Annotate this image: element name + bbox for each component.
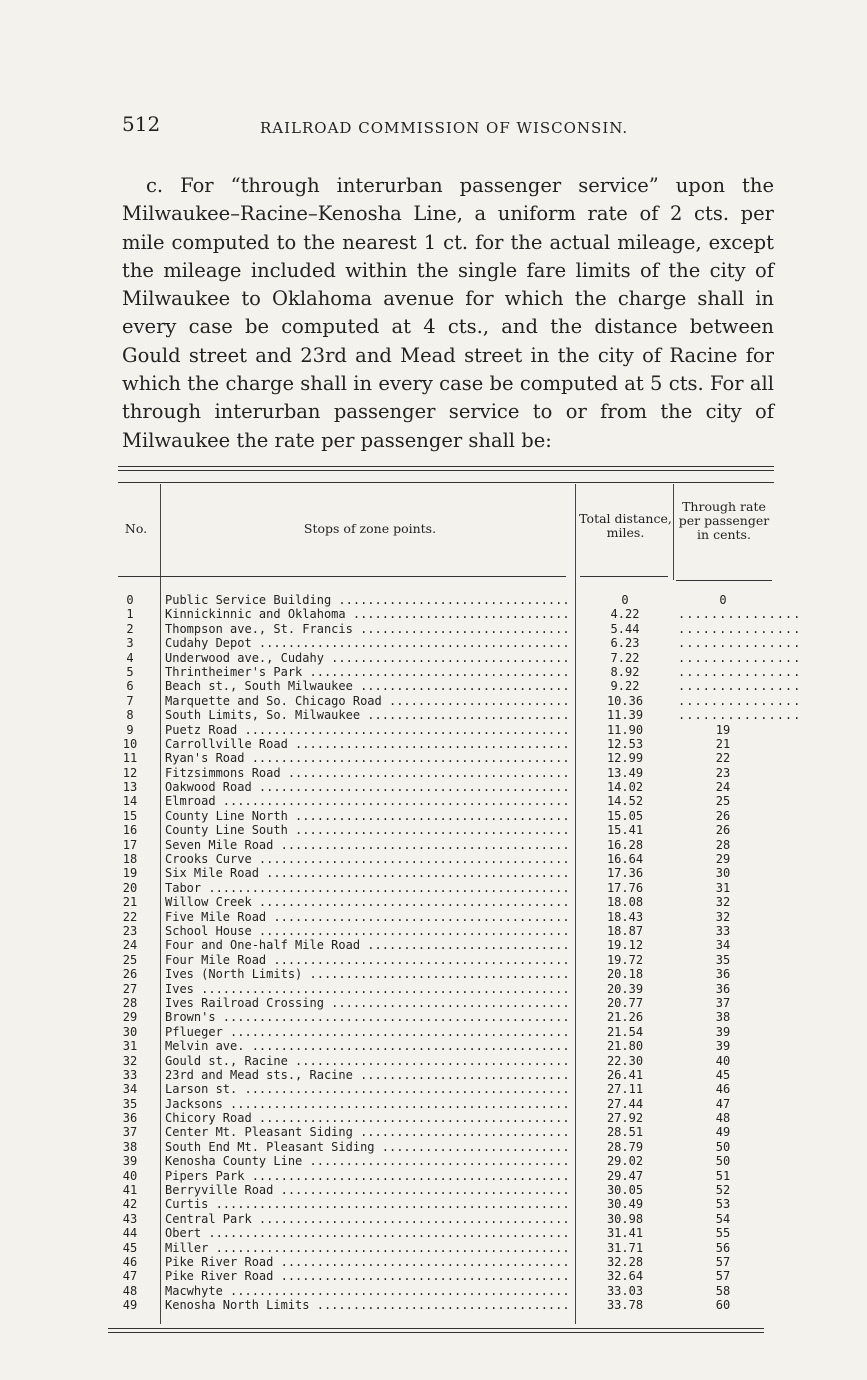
rate-value: 46	[715, 1082, 731, 1097]
row-number: 0	[126, 593, 134, 607]
row-number: 8	[126, 708, 134, 723]
distance-value: 26.41	[606, 1067, 644, 1082]
row-number: 18	[122, 852, 138, 867]
table-row	[110, 1054, 780, 1068]
page-number: 512	[122, 112, 161, 136]
table-row	[110, 1010, 780, 1024]
rate-value: 32	[715, 909, 731, 924]
rate-value: 35	[715, 952, 731, 967]
stop-name: Pipers Park .....	[165, 1169, 570, 1183]
table-row	[110, 1241, 780, 1255]
header-bottom-rule	[676, 580, 772, 581]
stop-name: Beach st., South Milwaukee .....	[165, 679, 570, 693]
stop-name: Pflueger .....	[165, 1025, 570, 1039]
distance-value: 28.79	[606, 1139, 644, 1154]
rate-value: 36	[715, 967, 731, 982]
table-row	[110, 1284, 780, 1298]
rate-value: ...............	[678, 621, 802, 636]
distance-value: 15.05	[606, 808, 644, 823]
row-number: 11	[122, 751, 138, 766]
table-row	[110, 723, 780, 737]
row-number: 36	[122, 1111, 138, 1126]
table-row	[110, 650, 802, 665]
rate-value: ...............	[678, 708, 802, 723]
rate-value: 31	[715, 880, 731, 895]
stop-name: Elmroad .....	[165, 794, 570, 808]
table-top-rule-2	[118, 470, 774, 471]
stop-name: Ives (North Limits) .....	[165, 967, 570, 981]
rate-value: ...............	[678, 664, 802, 679]
table-row	[110, 823, 780, 837]
rate-value: 30	[715, 866, 731, 881]
distance-value: 27.11	[606, 1082, 644, 1097]
table-row	[110, 924, 780, 938]
row-number: 7	[126, 693, 134, 708]
distance-value: 0	[621, 593, 629, 607]
row-number: 38	[122, 1139, 138, 1154]
distance-value: 11.90	[606, 722, 644, 737]
row-number: 26	[122, 967, 138, 982]
table-row	[110, 1226, 780, 1240]
row-number: 43	[122, 1211, 138, 1226]
distance-value: 27.44	[606, 1096, 644, 1111]
row-number: 32	[122, 1053, 138, 1068]
rate-value: 33	[715, 923, 731, 938]
table-row	[110, 910, 780, 924]
rate-value: 29	[715, 852, 731, 867]
table-row	[110, 1025, 780, 1039]
distance-value: 10.36	[606, 693, 644, 708]
distance-value: 17.36	[606, 866, 644, 881]
rate-value: 28	[715, 837, 731, 852]
table-row	[110, 664, 802, 679]
distance-value: 32.28	[606, 1254, 644, 1269]
row-number: 44	[122, 1226, 138, 1241]
distance-value: 14.52	[606, 794, 644, 809]
row-number: 45	[122, 1240, 138, 1255]
distance-value: 29.02	[606, 1154, 644, 1169]
stop-name: Brown's .....	[165, 1010, 570, 1024]
row-number: 9	[126, 722, 134, 737]
rate-value: 49	[715, 1125, 731, 1140]
table-row	[110, 751, 780, 765]
stop-name: Willow Creek .....	[165, 895, 570, 909]
distance-value: 28.51	[606, 1125, 644, 1140]
table-row	[110, 1183, 780, 1197]
rate-value: 24	[715, 780, 731, 795]
stop-name: Five Mile Road .....	[165, 910, 570, 924]
stop-name: Berryville Road .....	[165, 1183, 570, 1197]
distance-value: 18.43	[606, 909, 644, 924]
distance-value: 19.72	[606, 952, 644, 967]
row-number: 37	[122, 1125, 138, 1140]
stop-name: Center Mt. Pleasant Siding .....	[165, 1125, 570, 1139]
row-number: 16	[122, 823, 138, 838]
stop-name: Oakwood Road .....	[165, 780, 570, 794]
rate-value: 57	[715, 1269, 731, 1284]
table-bottom-rule-2	[108, 1332, 764, 1333]
row-number: 23	[122, 923, 138, 938]
stop-name: Seven Mile Road .....	[165, 838, 570, 852]
row-number: 6	[126, 679, 134, 694]
rate-value: 50	[715, 1154, 731, 1169]
distance-value: 5.44	[610, 621, 640, 636]
table-top-rule	[118, 466, 774, 467]
distance-value: 30.05	[606, 1183, 644, 1198]
table-row	[110, 593, 780, 607]
stop-name: Thrintheimer's Park .....	[165, 665, 570, 679]
distance-value: 33.78	[606, 1298, 644, 1313]
rate-value: 55	[715, 1226, 731, 1241]
header-stops: Stops of zone points.	[303, 521, 437, 536]
rate-value: 32	[715, 895, 731, 910]
table-row	[110, 953, 780, 967]
rate-value: 0	[719, 593, 727, 607]
distance-value: 32.64	[606, 1269, 644, 1284]
table-row	[110, 1255, 780, 1269]
table-row	[110, 1298, 780, 1312]
distance-value: 31.41	[606, 1226, 644, 1241]
distance-value: 21.80	[606, 1039, 644, 1054]
distance-value: 27.92	[606, 1111, 644, 1126]
distance-value: 11.39	[606, 708, 644, 723]
table-body	[110, 593, 802, 1313]
row-number: 27	[122, 981, 138, 996]
row-number: 17	[122, 837, 138, 852]
stop-name: Melvin ave. .....	[165, 1039, 570, 1053]
row-number: 2	[126, 621, 134, 636]
stop-name: Tabor .....	[165, 881, 570, 895]
table-row	[110, 780, 780, 794]
row-number: 34	[122, 1082, 138, 1097]
distance-value: 13.49	[606, 765, 644, 780]
distance-value: 18.87	[606, 923, 644, 938]
row-number: 20	[122, 880, 138, 895]
stop-name: 23rd and Mead sts., Racine .....	[165, 1068, 570, 1082]
rate-value: 58	[715, 1283, 731, 1298]
distance-value: 21.54	[606, 1024, 644, 1039]
rate-value: 26	[715, 808, 731, 823]
table-row	[110, 967, 780, 981]
stop-name: Obert .....	[165, 1226, 570, 1240]
row-number: 3	[126, 636, 134, 651]
row-number: 35	[122, 1096, 138, 1111]
row-number: 33	[122, 1067, 138, 1082]
stop-name: Jacksons .....	[165, 1097, 570, 1111]
rate-value: 22	[715, 751, 731, 766]
row-number: 30	[122, 1024, 138, 1039]
rate-value: 34	[715, 938, 731, 953]
rate-value: 26	[715, 823, 731, 838]
stop-name: Cudahy Depot .....	[165, 636, 570, 650]
distance-value: 20.18	[606, 967, 644, 982]
stop-name: Larson st. .....	[165, 1082, 570, 1096]
rate-value: ...............	[678, 693, 802, 708]
stop-name: Puetz Road .....	[165, 723, 570, 737]
table-row	[110, 1068, 780, 1082]
row-number: 24	[122, 938, 138, 953]
stop-name: Ives Railroad Crossing .....	[165, 996, 570, 1010]
row-number: 47	[122, 1269, 138, 1284]
rate-value: ...............	[678, 636, 802, 651]
row-number: 14	[122, 794, 138, 809]
stop-name: Central Park .....	[165, 1212, 570, 1226]
rate-value: ...............	[678, 679, 802, 694]
table-row	[110, 1154, 780, 1168]
distance-value: 14.02	[606, 780, 644, 795]
row-number: 15	[122, 808, 138, 823]
header-bottom-rule	[118, 576, 566, 577]
stop-name: Chicory Road .....	[165, 1111, 570, 1125]
distance-value: 19.12	[606, 938, 644, 953]
table-row	[110, 1140, 780, 1154]
running-head: RAILROAD COMMISSION OF WISCONSIN.	[260, 119, 629, 137]
rate-value: 19	[715, 722, 731, 737]
stop-name: South Limits, So. Milwaukee .....	[165, 708, 570, 722]
table-row	[110, 1269, 780, 1283]
distance-value: 30.49	[606, 1197, 644, 1212]
table-row	[110, 794, 780, 808]
stop-name: Macwhyte .....	[165, 1284, 570, 1298]
stop-name: Thompson ave., St. Francis .....	[165, 622, 570, 636]
distance-value: 15.41	[606, 823, 644, 838]
table-row	[110, 766, 780, 780]
distance-value: 7.22	[610, 650, 640, 665]
stop-name: Pike River Road .....	[165, 1269, 570, 1283]
table-row	[110, 1039, 780, 1053]
row-number: 19	[122, 866, 138, 881]
stop-name: Four Mile Road .....	[165, 953, 570, 967]
body-paragraph: c. For “through interurban passenger service” upon the Milwaukee–Racine–Kenosha Line, a uniform rate of 2 cts. per mile computed to the nearest 1 ct. for the actual mileage, except the mileage included within the single fare limits of the city of Milwaukee to Oklahoma avenue for which the charge shall in every case be computed at 4 cts., and the distance between Gould street and 23rd and Mead street in the city of Racine for which the charge shall in every case be computed at 5 cts. For all through interurban passenger service to or from the city of Milwaukee the rate per passenger shall be:	[122, 174, 774, 452]
rate-value: 52	[715, 1183, 731, 1198]
rate-value: 39	[715, 1039, 731, 1054]
table-row	[110, 1169, 780, 1183]
distance-value: 20.77	[606, 995, 644, 1010]
rate-value: ...............	[678, 607, 802, 622]
row-number: 12	[122, 765, 138, 780]
row-number: 1	[126, 607, 134, 622]
rate-value: 57	[715, 1254, 731, 1269]
table-row	[110, 737, 780, 751]
table-row	[110, 1197, 780, 1211]
rate-value: 21	[715, 736, 731, 751]
table-row	[110, 621, 802, 636]
row-number: 28	[122, 995, 138, 1010]
table-row	[110, 708, 802, 723]
distance-value: 33.03	[606, 1283, 644, 1298]
row-number: 29	[122, 1010, 138, 1025]
row-number: 4	[126, 650, 134, 665]
table-row	[110, 838, 780, 852]
rate-value: 40	[715, 1053, 731, 1068]
header-bottom-rule	[580, 576, 668, 577]
distance-value: 16.28	[606, 837, 644, 852]
distance-value: 17.76	[606, 880, 644, 895]
row-number: 31	[122, 1039, 138, 1054]
stop-name: School House .....	[165, 924, 570, 938]
row-number: 46	[122, 1254, 138, 1269]
distance-value: 12.99	[606, 751, 644, 766]
stop-name: Curtis .....	[165, 1197, 570, 1211]
row-number: 5	[126, 664, 134, 679]
rate-value: 48	[715, 1111, 731, 1126]
table-row	[110, 982, 780, 996]
stop-name: Public Service Building .....	[165, 593, 570, 607]
table-row	[110, 881, 780, 895]
rate-value: 37	[715, 995, 731, 1010]
stop-name: South End Mt. Pleasant Siding .....	[165, 1140, 570, 1154]
stop-name: Marquette and So. Chicago Road .....	[165, 694, 570, 708]
table-row	[110, 679, 802, 694]
header-no: No.	[124, 521, 148, 536]
rate-value: 23	[715, 765, 731, 780]
table-row	[110, 866, 780, 880]
page-header	[122, 112, 772, 142]
stop-name: Fitzsimmons Road .....	[165, 766, 570, 780]
distance-value: 12.53	[606, 736, 644, 751]
distance-value: 8.92	[610, 664, 640, 679]
stop-name: Carrollville Road .....	[165, 737, 570, 751]
distance-value: 18.08	[606, 895, 644, 910]
row-number: 42	[122, 1197, 138, 1212]
table-row	[110, 895, 780, 909]
table-row	[110, 1125, 780, 1139]
table-row	[110, 1082, 780, 1096]
row-number: 25	[122, 952, 138, 967]
stop-name: Four and One-half Mile Road .....	[165, 938, 570, 952]
stop-name: County Line South .....	[165, 823, 570, 837]
table-bottom-rule	[108, 1328, 764, 1329]
distance-value: 6.23	[610, 636, 640, 651]
row-number: 22	[122, 909, 138, 924]
distance-value: 9.22	[610, 679, 640, 694]
row-number: 49	[122, 1298, 138, 1313]
stop-name: Gould st., Racine .....	[165, 1054, 570, 1068]
row-number: 21	[122, 895, 138, 910]
rate-value: ...............	[678, 650, 802, 665]
table-row	[110, 1212, 780, 1226]
stop-name: Pike River Road .....	[165, 1255, 570, 1269]
rate-value: 60	[715, 1298, 731, 1313]
stop-name: Kenosha North Limits .....	[165, 1298, 570, 1312]
rate-value: 39	[715, 1024, 731, 1039]
distance-value: 21.26	[606, 1010, 644, 1025]
table-row	[110, 938, 780, 952]
header-rate: Through rate per passenger in cents.	[678, 499, 770, 542]
distance-value: 22.30	[606, 1053, 644, 1068]
distance-value: 20.39	[606, 981, 644, 996]
table-row	[110, 852, 780, 866]
row-number: 39	[122, 1154, 138, 1169]
rate-value: 47	[715, 1096, 731, 1111]
rate-value: 36	[715, 981, 731, 996]
stop-name: Six Mile Road .....	[165, 866, 570, 880]
distance-value: 29.47	[606, 1168, 644, 1183]
table-row	[110, 1111, 780, 1125]
stop-name: Crooks Curve .....	[165, 852, 570, 866]
table-row	[110, 996, 780, 1010]
stop-name: Kinnickinnic and Oklahoma .....	[165, 607, 570, 621]
table-row	[110, 693, 802, 708]
table-row	[110, 636, 802, 651]
table-top-rule-3	[118, 482, 774, 483]
distance-value: 4.22	[610, 607, 640, 622]
rate-value: 54	[715, 1211, 731, 1226]
rate-value: 50	[715, 1139, 731, 1154]
row-number: 10	[122, 736, 138, 751]
rate-value: 53	[715, 1197, 731, 1212]
row-number: 48	[122, 1283, 138, 1298]
rate-value: 38	[715, 1010, 731, 1025]
distance-value: 30.98	[606, 1211, 644, 1226]
rate-value: 51	[715, 1168, 731, 1183]
stop-name: Kenosha County Line .....	[165, 1154, 570, 1168]
stop-name: Ives .....	[165, 982, 570, 996]
column-divider	[673, 484, 674, 580]
rate-value: 56	[715, 1240, 731, 1255]
table-row	[110, 1097, 780, 1111]
row-number: 41	[122, 1183, 138, 1198]
table-row	[110, 809, 780, 823]
header-distance: Total distance, miles.	[579, 511, 672, 540]
table-row	[110, 607, 802, 622]
distance-value: 31.71	[606, 1240, 644, 1255]
rate-value: 45	[715, 1067, 731, 1082]
stop-name: Ryan's Road .....	[165, 751, 570, 765]
rate-value: 25	[715, 794, 731, 809]
row-number: 40	[122, 1168, 138, 1183]
stop-name: Miller .....	[165, 1241, 570, 1255]
stop-name: County Line North .....	[165, 809, 570, 823]
distance-value: 16.64	[606, 852, 644, 867]
stop-name: Underwood ave., Cudahy .....	[165, 651, 570, 665]
row-number: 13	[122, 780, 138, 795]
